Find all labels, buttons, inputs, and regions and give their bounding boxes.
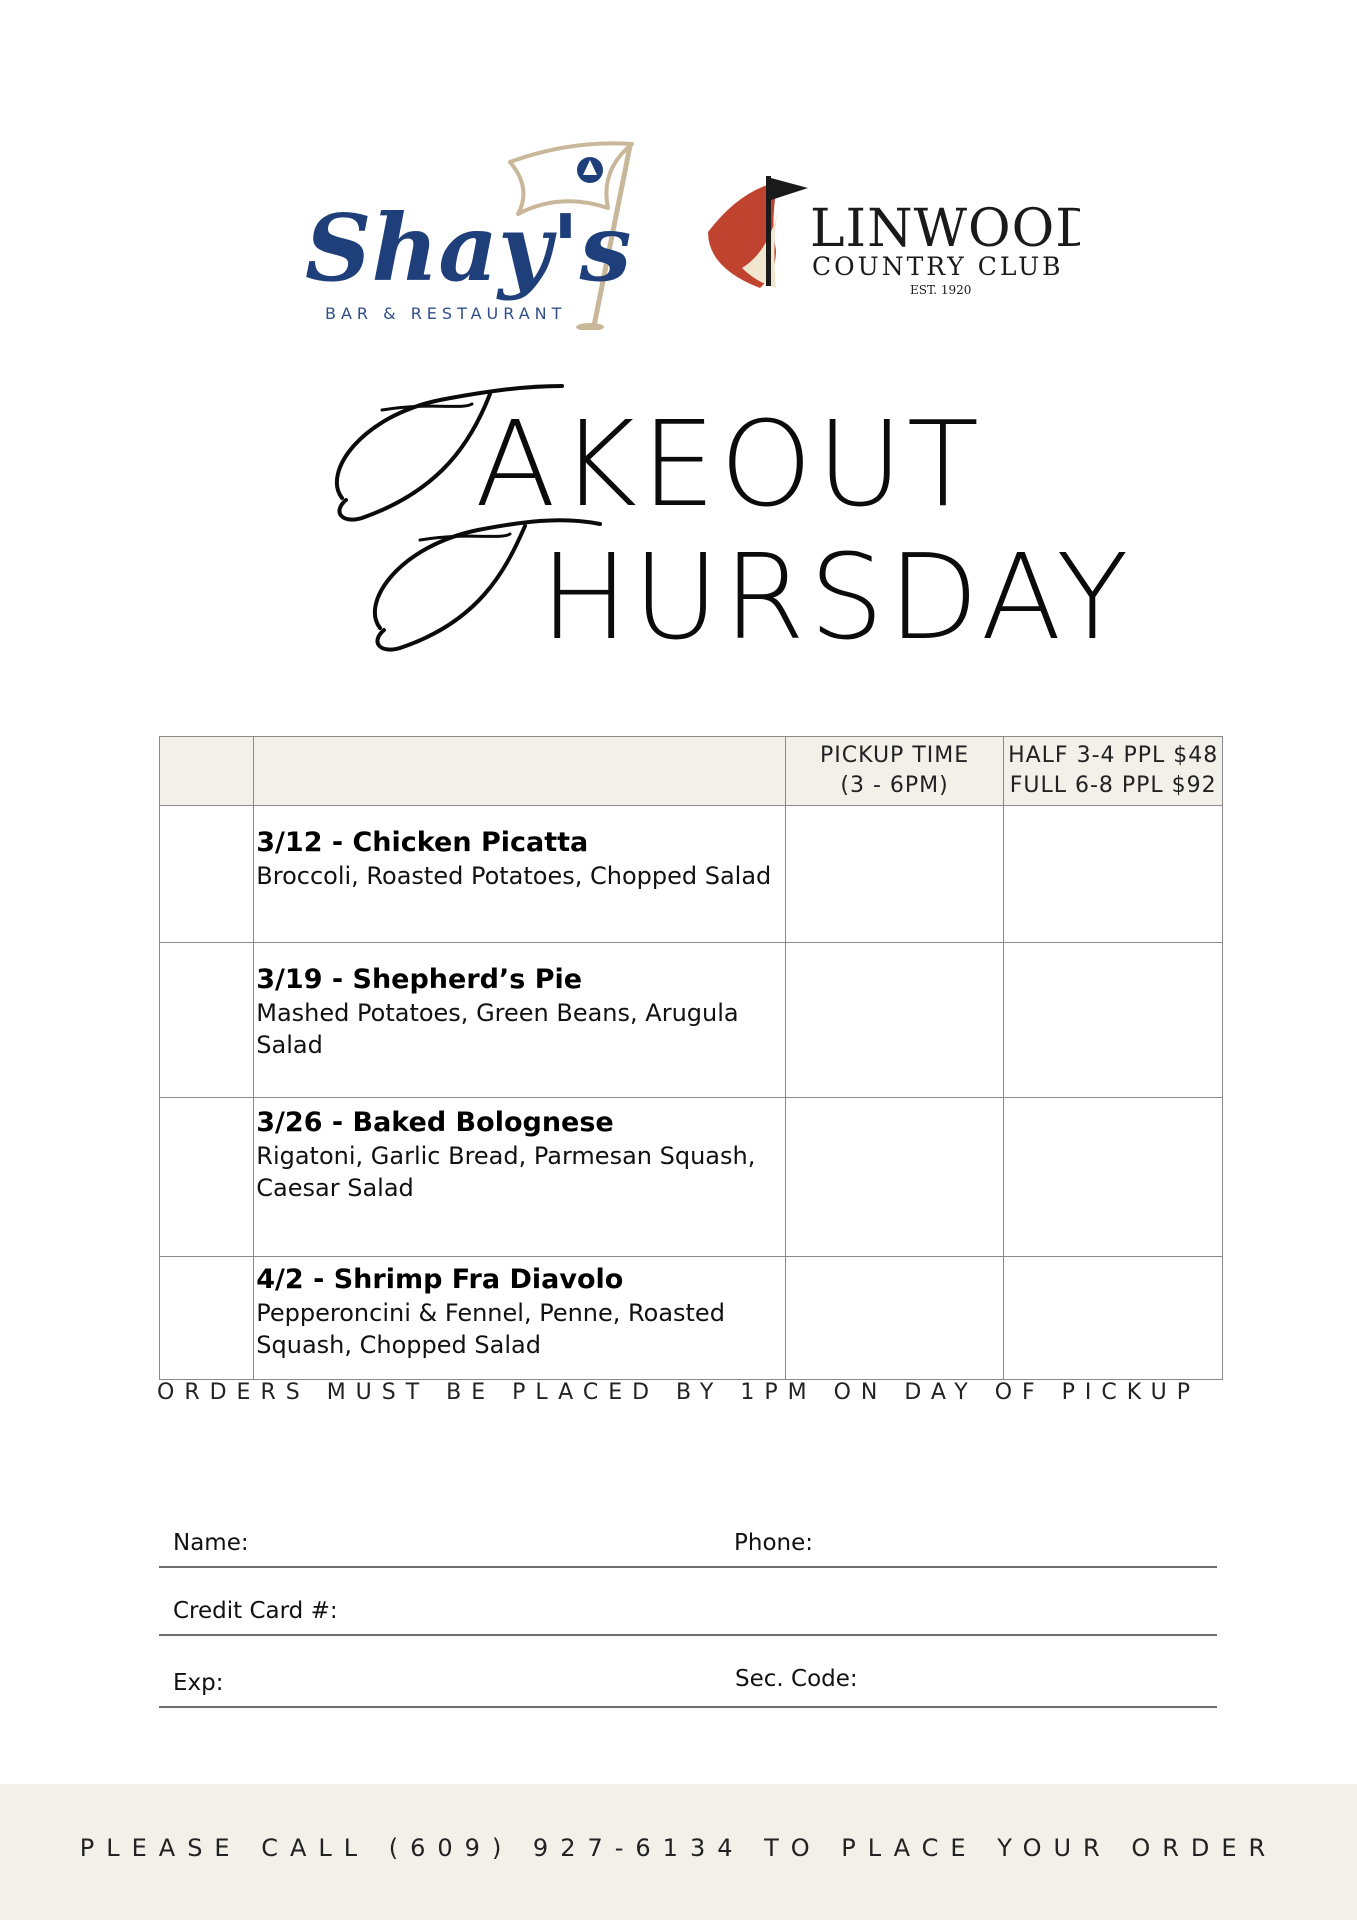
shays-logo: [300, 130, 645, 330]
menu-item-name: 3/26 - Baked Bolognese: [256, 1107, 614, 1138]
menu-item-desc: Pepperoncini & Fennel, Penne, Roasted Squash, Chopped Salad: [256, 1299, 725, 1359]
linwood-wordmark: LINWOOD: [810, 199, 1080, 259]
menu-item-cell: [254, 943, 786, 1098]
menu-order-table: [159, 736, 1223, 1380]
menu-item-desc: Broccoli, Roasted Potatoes, Chopped Salad: [256, 862, 772, 890]
table-row: [160, 1098, 1223, 1257]
phone-field[interactable]: [824, 1526, 1218, 1562]
menu-item-name: 3/12 - Chicken Picatta: [256, 827, 589, 858]
menu-item-cell: [254, 1257, 786, 1380]
pickup-time-cell[interactable]: [785, 1257, 1004, 1380]
order-check-cell[interactable]: [160, 1098, 254, 1257]
name-label: Name:: [173, 1530, 249, 1556]
order-check-cell[interactable]: [160, 806, 254, 943]
header-item-cell: [254, 737, 786, 806]
menu-item-name: 3/19 - Shepherd’s Pie: [256, 964, 583, 995]
sec-code-field[interactable]: [859, 1666, 1213, 1702]
header-check-cell: [160, 737, 254, 806]
menu-item-desc: Mashed Potatoes, Green Beans, Arugula Salad: [256, 999, 739, 1059]
sec-code-label: Sec. Code:: [735, 1666, 858, 1692]
menu-item-name: 4/2 - Shrimp Fra Diavolo: [256, 1264, 624, 1295]
linwood-subtitle: COUNTRY CLUB: [812, 252, 1064, 281]
pickup-time-cell[interactable]: [785, 943, 1004, 1098]
header-size-line1: HALF 3-4 PPL $48: [1008, 743, 1219, 768]
table-header-row: [160, 737, 1223, 806]
header-size-price: [1004, 737, 1223, 806]
menu-item-cell: [254, 806, 786, 943]
takeout-thursday-title: [0, 380, 1357, 666]
order-check-cell[interactable]: [160, 943, 254, 1098]
name-field[interactable]: [249, 1526, 703, 1562]
header-pickup-line1: PICKUP TIME: [820, 743, 970, 768]
pickup-time-cell[interactable]: [785, 1098, 1004, 1257]
order-form: [159, 1500, 1217, 1708]
title-rest-2: HURSDAY: [540, 528, 1133, 666]
linwood-established: EST. 1920: [910, 283, 972, 297]
size-choice-cell[interactable]: [1004, 943, 1223, 1098]
title-line-takeout: [475, 395, 983, 533]
footer-banner: [0, 1784, 1357, 1920]
exp-field[interactable]: [234, 1666, 698, 1702]
table-row: [160, 1257, 1223, 1380]
order-check-cell[interactable]: [160, 1257, 254, 1380]
size-choice-cell[interactable]: [1004, 1257, 1223, 1380]
golf-flag-icon: [300, 130, 645, 330]
header-pickup-line2: (3 - 6PM): [840, 773, 949, 798]
phone-label: Phone:: [734, 1530, 813, 1556]
title-rest-1: AKEOUT: [475, 395, 983, 533]
header-size-line2: FULL 6-8 PPL $92: [1009, 773, 1217, 798]
pickup-time-cell[interactable]: [785, 806, 1004, 943]
menu-item-desc: Rigatoni, Garlic Bread, Parmesan Squash, Caesar Salad: [256, 1142, 756, 1202]
form-row-credit-card: [159, 1568, 1217, 1636]
linwood-emblem-icon: [700, 170, 1080, 300]
shays-wordmark: Shay's: [305, 194, 632, 302]
table-row: [160, 943, 1223, 1098]
credit-card-field[interactable]: [344, 1594, 1208, 1630]
exp-label: Exp:: [173, 1670, 224, 1696]
credit-card-label: Credit Card #:: [173, 1598, 338, 1624]
linwood-logo: [700, 170, 1080, 300]
table-row: [160, 806, 1223, 943]
size-choice-cell[interactable]: [1004, 1098, 1223, 1257]
shays-tagline: BAR & RESTAURANT: [325, 304, 567, 323]
call-to-order-text: PLEASE CALL (609) 927-6134 TO PLACE YOUR ORDER: [79, 1834, 1278, 1862]
menu-item-cell: [254, 1098, 786, 1257]
order-deadline-notice: ORDERS MUST BE PLACED BY 1PM ON DAY OF PICKUP: [157, 1380, 1200, 1405]
size-choice-cell[interactable]: [1004, 806, 1223, 943]
logos-header: [0, 120, 1357, 330]
form-row-name-phone: [159, 1500, 1217, 1568]
form-row-exp-sec: [159, 1636, 1217, 1708]
header-pickup-time: [785, 737, 1004, 806]
title-line-thursday: [540, 528, 1133, 666]
